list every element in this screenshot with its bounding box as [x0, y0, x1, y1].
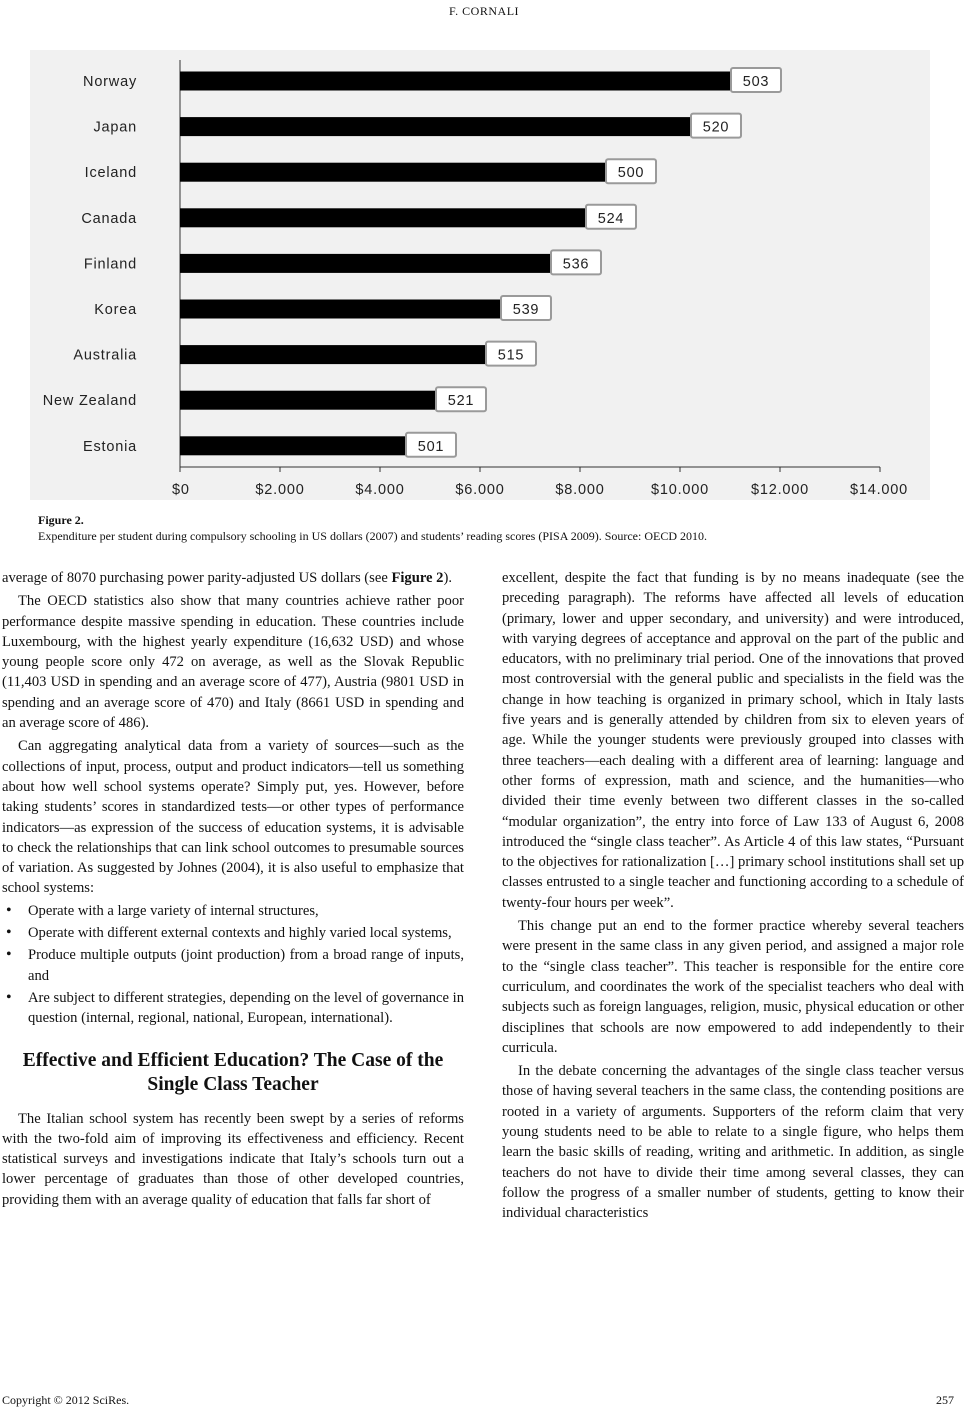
paragraph-text: average of 8070 purchasing power parity-adjusted US dollars (see: [2, 570, 392, 586]
data-label: 524: [597, 210, 625, 227]
x-tick-label: $12.000: [750, 482, 810, 498]
data-label: 539: [512, 302, 540, 318]
figure-caption: [38, 512, 938, 544]
category-label: Korea: [94, 302, 137, 318]
data-label: 501: [417, 438, 445, 455]
bar: [180, 117, 695, 136]
right-column: [502, 568, 964, 1224]
figure-reference-link[interactable]: Figure 2: [391, 570, 444, 586]
x-tick-label: $6.000: [455, 482, 505, 498]
bar: [180, 345, 490, 364]
paragraph: The OECD statistics also show that many countries achieve rather poor performance despite massive spending in education. These countries include Luxembourg, with the highest yearly expenditure (16,632 USD) and whose young people score only 472 on average, as well as the Slovak Republic (11,403 USD in spending and an average score of 477), Austria (9801 USD in spending and an average score of 470) and Italy (8661 USD in spending and an average score of 486).: [2, 593, 464, 732]
x-tick-label: $0: [172, 482, 190, 498]
running-head: F. CORNALI: [448, 4, 520, 18]
data-label: 500: [617, 165, 645, 182]
category-label: Australia: [73, 347, 137, 364]
bar: [180, 300, 505, 319]
data-label: 503: [742, 74, 770, 90]
bar: [180, 163, 610, 182]
page-number: 257: [936, 1393, 954, 1407]
bar: [180, 208, 590, 227]
data-label: 520: [702, 119, 730, 136]
category-label: Estonia: [83, 438, 137, 455]
paragraph: The Italian school system has recently been swept by a series of reforms with the two-fold aim of improving its effectiveness and efficiency. Recent statistical surveys and investigations indicate that Italy’s schools turn out a lower percentage of graduates than those of other developed countries, providing them with an average quality of education that falls far short of: [2, 1110, 464, 1208]
x-tick-label: $14.000: [849, 482, 908, 498]
data-label: 515: [497, 347, 525, 364]
paragraph: [2, 568, 464, 588]
copyright-notice: Copyright © 2012 SciRes.: [2, 1393, 130, 1407]
paragraph: This change put an end to the former practice whereby several teachers were present in the same class in any given period, and assigned a major role to the “single class teacher”. This teacher is responsible for the entire core curriculum, and coordinates the work of the specialist teachers who deal with subjects such as foreign languages, religion, music, physical education or other disciplines that schools are now empowered to add independently to their curricula.: [502, 918, 964, 1056]
category-label: Finland: [83, 256, 137, 273]
bar: [180, 436, 410, 455]
category-label: Norway: [83, 74, 137, 90]
data-label: 536: [562, 256, 590, 273]
bar-chart: [30, 50, 930, 500]
paragraph: excellent, despite the fact that funding is by no means inadequate (see the preceding paragraph). The reforms have affected all levels of education (primary, lower and upper secondary, and university) and were introduced, with varying degrees of acceptance and approval on the part of the public and educators, with no preliminary trial period. One of the innovations that proved most controversial with the general public and specialists in the field was the change in how teaching is organized in primary school, which in Italy lasts five years and is generally attended by children from six to eleven years of age. While the younger students were previously grouped into classes with three teachers—each dealing with a different area of learning: language and other forms of expression, math and science, and the humanities—who divided their time evenly between two different classes in the so-called “modular organization”, the entry into force of Law 133 of August 6, 2008 introduced the “single class teacher”. As Article 4 of this law states, “Pursuant to the objectives for rationalization […] primary school institutions shall set up classes entrusted to a single teacher and functioning according to a schedule of twenty-four hours per week”.: [502, 570, 964, 911]
category-label: New Zealand: [42, 393, 137, 410]
bar: [180, 72, 735, 91]
figure-caption-title: Figure 2.: [38, 513, 84, 527]
x-tick-label: $10.000: [650, 482, 710, 498]
paragraph: Can aggregating analytical data from a variety of sources—such as the collections of input, process, output and product indicators—tell us something about how well school systems operate? Simply put, yes. However, before taking students’ scores in standardized tests—or other types of performance indicators—as expression of the success of education systems, it is advisable to check the relationships that can link school outcomes to presumable sources of variation. As suggested by Johnes (2004), it is also useful to emphasize that school systems:: [2, 738, 464, 897]
bullet-list: [2, 901, 464, 1029]
left-column: [2, 568, 464, 1210]
x-tick-label: $8.000: [555, 482, 605, 498]
bar: [180, 254, 555, 273]
x-tick-label: $4.000: [355, 482, 405, 498]
list-item: • Operate with different external contexts and highly varied local systems,: [2, 923, 464, 943]
list-item: • Produce multiple outputs (joint production) from a broad range of inputs, and: [2, 945, 464, 986]
paragraph: In the debate concerning the advantages of the single class teacher versus those of having several teachers in the same class, the contending positions are rooted in a variety of arguments. Supporters of the reform claim that very young students need to be able to relate to a single figure, who helps them learn the basic skills of reading, writing and arithmetic. In addition, as single teachers do not have to divide their time among several classes, they can follow the progress of a smaller number of students, getting to know their individual characteristics: [502, 1063, 964, 1222]
figure-caption-text: Expenditure per student during compulsory schooling in US dollars (2007) and students’ reading scores (PISA 2009). Source: OECD 2010.: [38, 529, 708, 543]
section-heading: Effective and Efficient Education? The Case of the Single Class Teacher: [22, 1049, 444, 1095]
x-tick-label: $2.000: [255, 482, 305, 498]
category-label: Canada: [81, 210, 137, 227]
paragraph-text: ).: [443, 570, 452, 586]
category-label: Japan: [93, 119, 137, 136]
list-item: • Operate with a large variety of internal structures,: [2, 901, 464, 921]
list-item: • Are subject to different strategies, depending on the level of governance in question (internal, regional, national, European, international).: [2, 988, 464, 1029]
category-label: Iceland: [84, 165, 137, 182]
data-label: 521: [447, 393, 475, 410]
bar: [180, 391, 440, 410]
